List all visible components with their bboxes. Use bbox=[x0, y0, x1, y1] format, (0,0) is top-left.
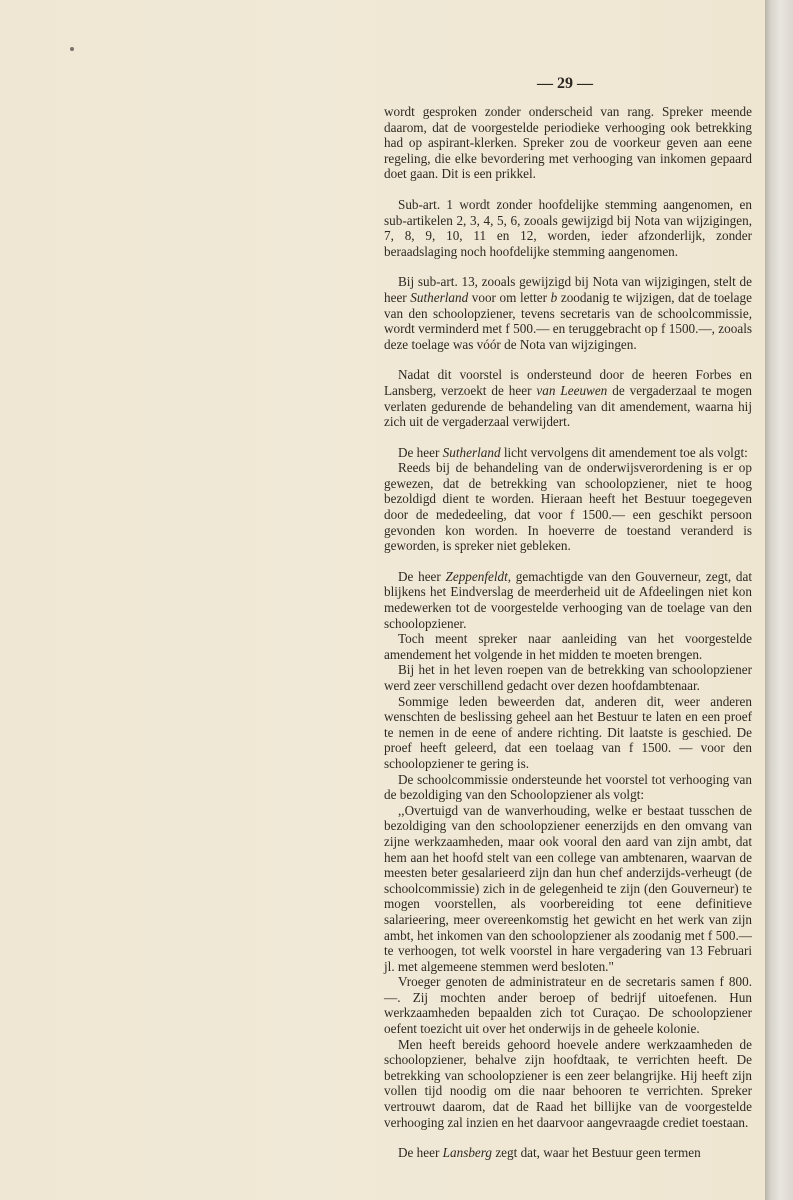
ink-speck bbox=[70, 47, 74, 51]
paragraph-5: De heer Sutherland licht vervolgens dit amendement toe als volgt: bbox=[398, 444, 748, 460]
letter-reference: b bbox=[550, 289, 558, 305]
paragraph-6: Reeds bij de behandeling van de onderwijsverordening is er op gewezen, dat de betrekking van schoolopziener, niet te hoog bezoldigd dient te worden. Hieraan heeft het Bestuur toegegeven door de mededeeling, dat voor f 1500.— een geschikt persoon gevonden kon worden. In hoeverre de toestand veranderd is geworden, is spreker niet gebleken. bbox=[384, 460, 752, 554]
page-number: — 29 — bbox=[537, 75, 593, 92]
paragraph-10: Sommige leden beweerden dat, anderen dit, weer anderen wenschten de beslissing geheel aan het Bestuur te laten en een proef te nemen in de eene of andere richting. Dit laatste is geschied. De proef heeft geleerd, dat een toelaag van f 1500. — voor den schoolopziener te gering is. bbox=[384, 693, 752, 771]
body-text bbox=[384, 104, 752, 1161]
paragraph-3: Bij sub-art. 13, zooals gewijzigd bij Nota van wijzigingen, stelt de heer Sutherland voor om letter b zoodanig te wijzigen, dat de toelage van den schoolopziener, tevens secretaris van de schoolcommissie, wordt verminderd met f 500.— en teruggebracht op f 1500.—, zooals deze toelage was vóór de Nota van wijzigingen. bbox=[384, 274, 752, 352]
speaker-name: van Leeuwen bbox=[536, 382, 608, 398]
paragraph-1: wordt gesproken zonder onderscheid van rang. Spreker meende daarom, dat de voorgestelde periodieke verhooging ook betrekking had op aspirant-klerken. Spreker zou de voorkeur geven aan eene regeling, die elke bevordering met verhooging van inkomen gepaard doet gaan. Dit is een prikkel. bbox=[384, 104, 752, 182]
paragraph-4: Nadat dit voorstel is ondersteund door de heeren Forbes en Lansberg, verzoekt de heer van Leeuwen de vergaderzaal te mogen verlaten gedurende de behandeling van dit amendement, waarna hij zich uit de vergaderzaal verwijdert. bbox=[384, 367, 752, 430]
paragraph-2: Sub-art. 1 wordt zonder hoofdelijke stemming aangenomen, en sub-artikelen 2, 3, 4, 5, 6, zooals gewijzigd bij Nota van wijzigingen, 7, 8, 9, 10, 11 en 12, worden, ieder afzonderlijk, zonder beraadslaging noch hoofdelijke stemming aangenomen. bbox=[384, 196, 752, 259]
paragraph-9: Bij het in het leven roepen van de betrekking van schoolopziener werd zeer verschillend gedacht over dezen hoofdambtenaar. bbox=[384, 662, 752, 693]
speaker-name: Zeppenfeldt bbox=[445, 568, 508, 584]
page-edge bbox=[765, 0, 793, 1200]
paragraph-7: De heer Zeppenfeldt, gemachtigde van den Gouverneur, zegt, dat blijkens het Eindverslag de meerderheid uit de Afdeelingen niet kon medewerken tot de voorgestelde verhooging van de toelage van den schoolopziener. bbox=[384, 568, 752, 631]
paragraph-8: Toch meent spreker naar aanleiding van het voorgestelde amendement het volgende in het midden te moeten brengen. bbox=[384, 631, 752, 662]
paragraph-14: Men heeft bereids gehoord hoevele andere werkzaamheden de schoolopziener, behalve zijn hoofdtaak, te verrichten heeft. De betrekking van schoolopziener is een zeer belangrijke. Hij heeft zijn vollen tijd noodig om die naar behooren te verrichten. Spreker vertrouwt daarom, dat de Raad het billijke van de voorgestelde verhooging zal inzien en het daarvoor aangevraagde crediet toestaan. bbox=[384, 1036, 752, 1130]
speaker-name: Sutherland bbox=[410, 289, 469, 305]
paragraph-15: De heer Lansberg zegt dat, waar het Bestuur geen termen bbox=[398, 1145, 701, 1161]
paragraph-11: De schoolcommissie ondersteunde het voorstel tot verhooging van de bezoldiging van den Schoolopziener als volgt: bbox=[384, 771, 752, 803]
speaker-name: Sutherland bbox=[442, 444, 501, 460]
paragraph-13: Vroeger genoten de administrateur en de secretaris samen f 800.—. Zij mochten ander beroep of bedrijf uitoefenen. Hun werkzaamheden bepaalden zich tot Curaçao. De schoolopziener oefent toezicht uit over het onderwijs in de geheele kolonie. bbox=[384, 974, 752, 1037]
quoted-paragraph: ,,Overtuigd van de wanverhouding, welke er bestaat tusschen de bezoldiging van den schoolopziener eenerzijds en den omvang van zijne werkzaamheden, maar ook vooral den aard van zijn ambt, dat hem aan het hoofd stelt van een college van ambtenaren, waarvan de meesten beter gesalarieerd zijn dan hun chef anderzijds-verheugt (de schoolcommissie) zich in de gelegenheid te zijn (den Gouverneur) te mogen voorstellen, als voorbereiding tot eene definitieve salarieering, meer overeenkomstig het gewicht en het werk van zijn ambt, het inkomen van den schoolopziener als zoodanig met f 500.— te verhoogen, tot welk voorstel in hare vergadering van 13 Februari jl. met algemeene stemmen werd besloten." bbox=[384, 802, 752, 974]
speaker-name: Lansberg bbox=[442, 1145, 493, 1161]
